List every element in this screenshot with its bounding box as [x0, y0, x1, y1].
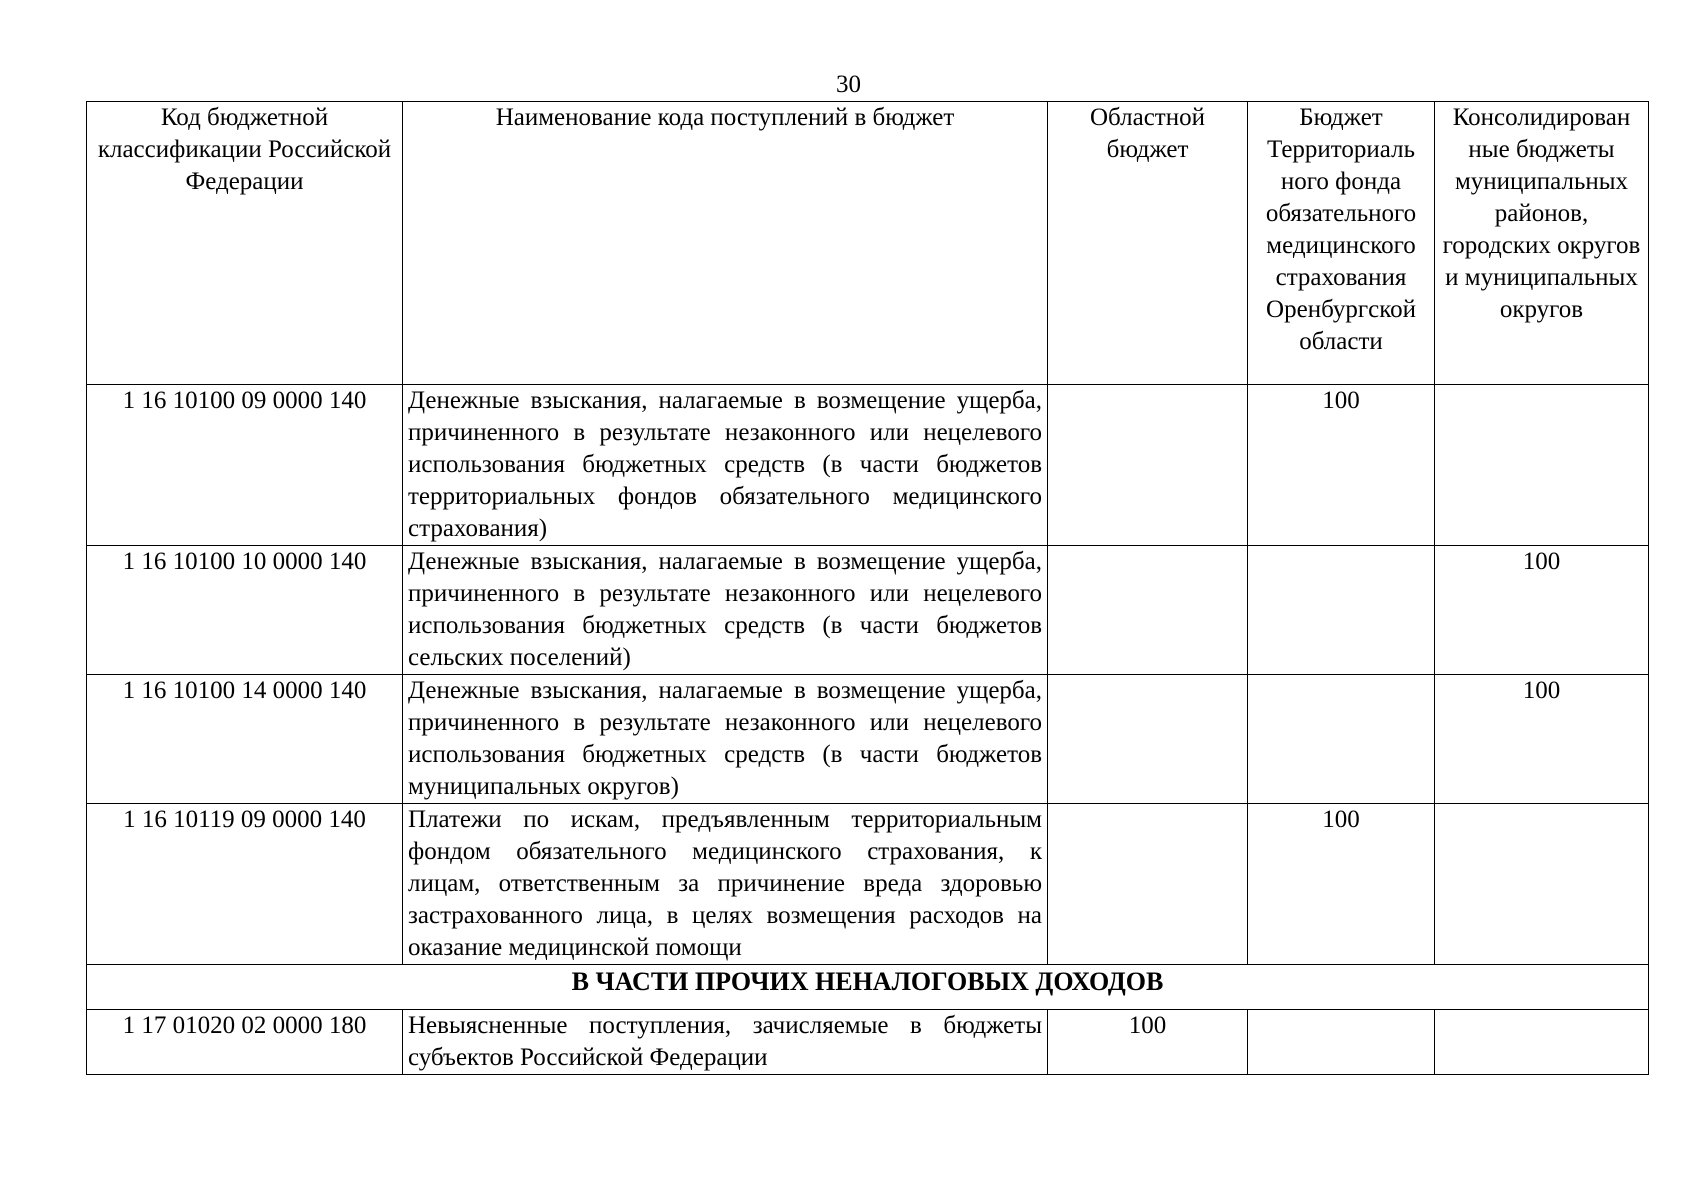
municipal-share-cell: 100: [1435, 546, 1649, 675]
municipal-share-cell: [1435, 385, 1649, 546]
regional-share-cell: [1048, 804, 1248, 965]
header-municipal-budgets: Консолидирован ные бюджеты муниципальных районов, городских округов и муниципальных округов: [1435, 102, 1649, 385]
table-row: [87, 804, 1649, 965]
header-tfoms-budget: Бюджет Территориаль ного фонда обязательного медицинского страхования Оренбургской области: [1248, 102, 1435, 385]
income-name-cell: Платежи по искам, предъявленным территориальным фондом обязательного медицинского страхования, к лицам, ответственным за причинение вреда здоровью застрахованного лица, в целях возмещения расходов на оказание медицинской помощи: [403, 804, 1048, 965]
page-number: 30: [836, 71, 861, 98]
budget-code-cell: 1 17 01020 02 0000 180: [87, 1010, 403, 1075]
municipal-share-cell: 100: [1435, 675, 1649, 804]
budget-code-cell: 1 16 10119 09 0000 140: [87, 804, 403, 965]
budget-code-cell: 1 16 10100 10 0000 140: [87, 546, 403, 675]
table-row: [87, 1010, 1649, 1075]
municipal-share-cell: [1435, 804, 1649, 965]
regional-share-cell: [1048, 546, 1248, 675]
section-title: В ЧАСТИ ПРОЧИХ НЕНАЛОГОВЫХ ДОХОДОВ: [87, 965, 1649, 1010]
tfoms-share-cell: [1248, 1010, 1435, 1075]
income-name-cell: Невыясненные поступления, зачисляемые в бюджеты субъектов Российской Федерации: [403, 1010, 1048, 1075]
header-budget-code: Код бюджетной классификации Российской Федерации: [87, 102, 403, 385]
income-name-cell: Денежные взыскания, налагаемые в возмещение ущерба, причиненного в результате незаконного или нецелевого использования бюджетных средств (в части бюджетов муниципальных округов): [403, 675, 1048, 804]
tfoms-share-cell: 100: [1248, 804, 1435, 965]
regional-share-cell: [1048, 385, 1248, 546]
income-name-cell: Денежные взыскания, налагаемые в возмещение ущерба, причиненного в результате незаконного или нецелевого использования бюджетных средств (в части бюджетов сельских поселений): [403, 546, 1048, 675]
tfoms-share-cell: [1248, 546, 1435, 675]
table-row: [87, 385, 1649, 546]
tfoms-share-cell: 100: [1248, 385, 1435, 546]
regional-share-cell: [1048, 675, 1248, 804]
regional-share-cell: 100: [1048, 1010, 1248, 1075]
table-row: [87, 675, 1649, 804]
table-header-row: [87, 102, 1649, 385]
budget-classification-table: [86, 101, 1649, 1075]
income-name-cell: Денежные взыскания, налагаемые в возмещение ущерба, причиненного в результате незаконного или нецелевого использования бюджетных средств (в части бюджетов территориальных фондов обязательного медицинского страхования): [403, 385, 1048, 546]
tfoms-share-cell: [1248, 675, 1435, 804]
budget-code-cell: 1 16 10100 14 0000 140: [87, 675, 403, 804]
table-row: [87, 546, 1649, 675]
header-regional-budget: Областной бюджет: [1048, 102, 1248, 385]
municipal-share-cell: [1435, 1010, 1649, 1075]
budget-code-cell: 1 16 10100 09 0000 140: [87, 385, 403, 546]
header-income-name: Наименование кода поступлений в бюджет: [403, 102, 1048, 385]
section-heading-row: [87, 965, 1649, 1010]
